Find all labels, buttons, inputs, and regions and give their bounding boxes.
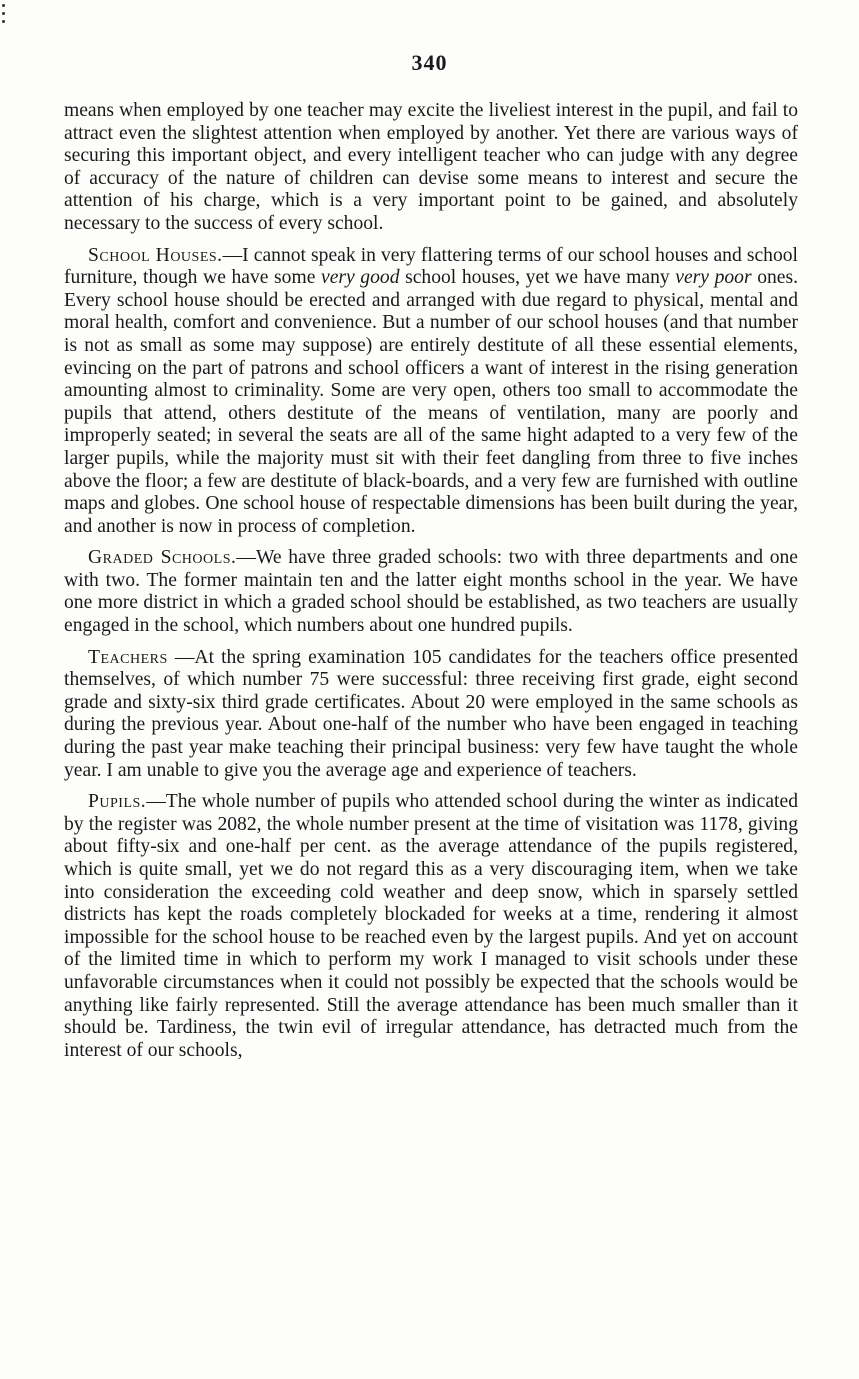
paragraph-graded-schools	[64, 547, 798, 637]
margin-mark	[2, 12, 5, 15]
page-number: 340	[411, 50, 448, 75]
paragraph-pupils	[64, 791, 798, 1062]
paragraph-text: ones. Every school house should be erected and arranged with due regard to physical, mental and moral health, comfort and convenience. But a number of our school houses (and that number is not as small as some may suppose) are entirely destitute of all these essential elements, evincing on the part of patrons and school officers a want of interest in the rising generation amounting almost to criminality. Some are very open, others too small to accommodate the pupils that attend, others destitute of the means of ventilation, many are poorly and improperly seated; in several the seats are all of the same hight adapted to a very few of the larger pupils, while the majority must sit with their feet dangling from three to five inches above the floor; a few are destitute of black-boards, and a very few are furnished with outline maps and globes. One school house of respectable dimensions has been built during the year, and another is now in process of completion.	[64, 267, 799, 537]
paragraph-text: —I cannot speak in very flattering terms of our school houses and school furniture, though we have some	[64, 244, 798, 289]
paragraph-teachers	[64, 647, 798, 783]
margin-mark	[2, 4, 5, 7]
section-heading-teachers: Teachers	[88, 646, 168, 668]
emphasis-text: very poor	[675, 267, 752, 289]
section-heading-school-houses: School Houses.	[88, 244, 223, 266]
section-heading-pupils: Pupils.	[88, 791, 147, 813]
paragraph-text: means when employed by one teacher may excite the liveliest interest in the pupil, and fail to attract even the slightest attention when employed by another. Yet there are various ways of securing this important object, and every intelligent teacher who can judge with any degree of accuracy of the nature of children can devise some means to interest and secure the attention of his charge, which is a very important point to be gained, and absolutely necessary to the success of every school.	[64, 100, 798, 234]
paragraph-text: school houses, yet we have many	[399, 267, 676, 289]
margin-mark	[2, 20, 5, 23]
section-heading-graded-schools: Graded Schools.	[88, 547, 237, 569]
paragraph-school-houses	[64, 245, 798, 539]
emphasis-text: very good	[321, 267, 400, 289]
paragraph-text: —We have three graded schools: two with three departments and one with two. The former maintain ten and the latter eight months school in the year. We have one more district in which a graded school should be established, as two teachers are usually engaged in the school, which numbers about one hundred pupils.	[64, 547, 798, 637]
paragraph-text: —The whole number of pupils who attended school during the winter as indicated by the register was 2082, the whole number present at the time of visitation was 1178, giving about fifty-six and one-half per cent. as the average attendance of the pupils registered, which is quite small, yet we do not regard this as a very discouraging item, when we take into consideration the exceeding cold weather and deep snow, which in sparsely settled districts has kept the roads completely blockaded for weeks at a time, rendering it almost impossible for the school house to be reached even by the largest pupils. And yet on account of the limited time in which to perform my work I managed to visit schools under these unfavorable circumstances when it could not possibly be expected that the schools would be anything like fairly represented. Still the average attendance has been much smaller than it should be. Tardiness, the twin evil of irregular attendance, has detracted much from the interest of our schools,	[64, 791, 798, 1061]
body-text	[64, 100, 798, 1071]
paragraph-continuation	[64, 100, 798, 236]
paragraph-text: —At the spring examination 105 candidates for the teachers office presented themselves, of which number 75 were successful: three receiving first grade, eight second grade and sixty-six third grade certificates. About 20 were employed in the same schools as during the previous year. About one-half of the number who have been engaged in teaching during the past year make teaching their principal business: very few have taught the whole year. I am unable to give you the average age and experience of teachers.	[64, 646, 798, 781]
